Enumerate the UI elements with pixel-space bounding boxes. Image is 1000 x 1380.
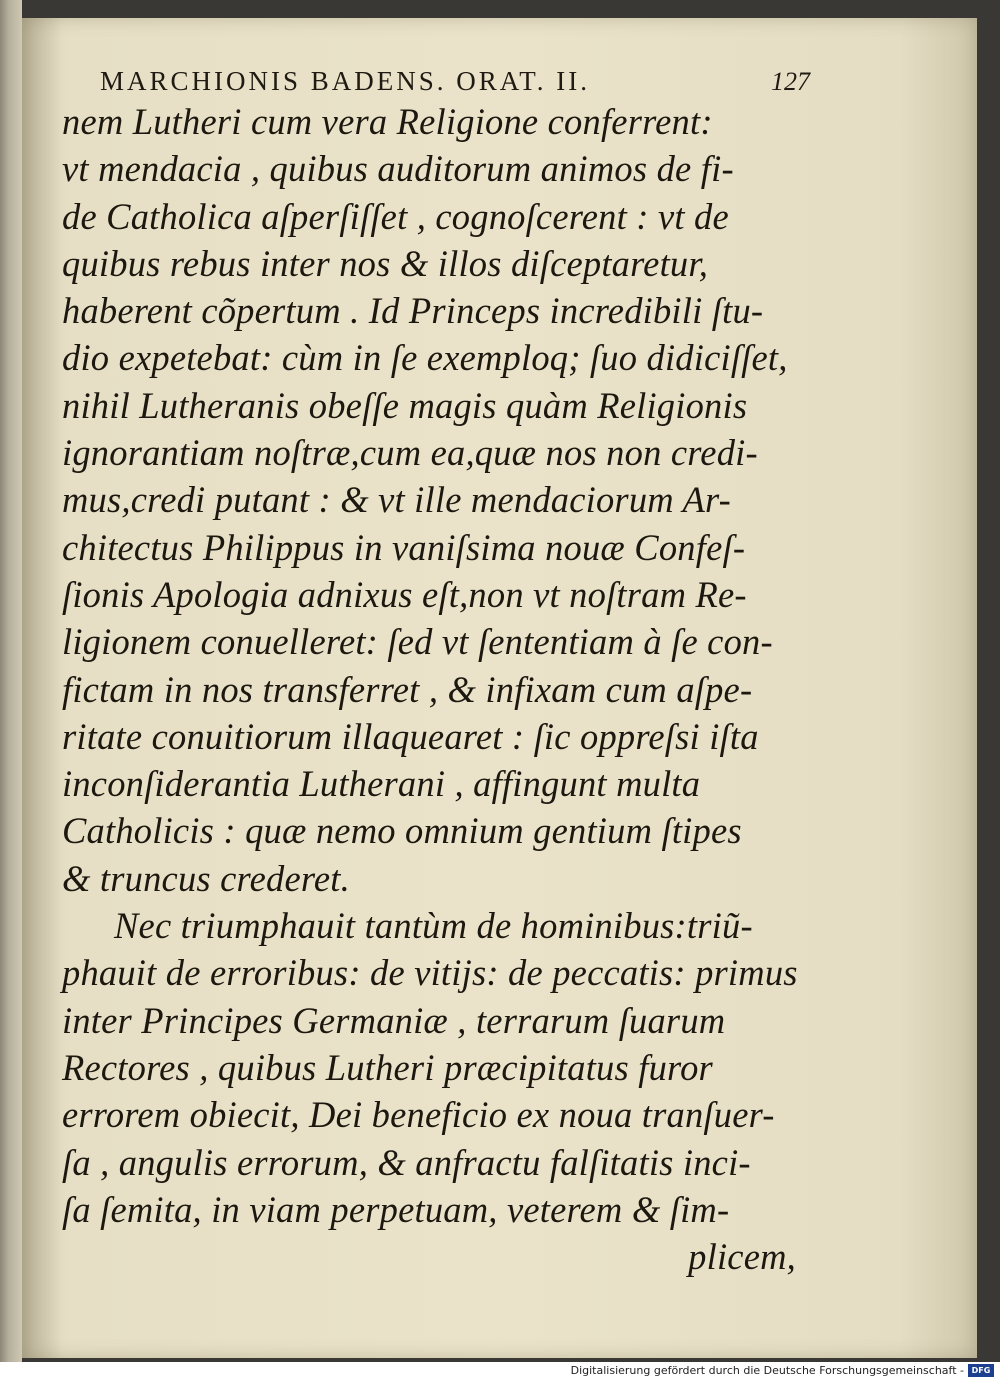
text-line: errorem obiecit, Dei beneficio ex noua tranſuer- [62,1094,775,1136]
text-block [62,98,822,1280]
text-line: ſa , angulis errorum, & anfractu falſitatis inci- [62,1141,751,1183]
catchword-line: plicem, [688,1236,796,1278]
text-line: fictam in nos transferret , & infixam cum aſpe- [62,668,753,710]
digitization-credit: Digitalisierung gefördert durch die Deutsche Forschungsgemeinschaft - [570,1364,964,1377]
text-line: de Catholica aſperſiſſet , cognoſcerent : vt de [62,195,729,237]
paragraph-start-line: Nec triumphauit tantùm de hominibus:triũ- [114,905,753,947]
text-line: & truncus crederet. [62,857,350,899]
text-line: dio expetebat: cùm in ſe exemploq; ſuo didiciſſet, [62,337,788,379]
text-line: nem Lutheri cum vera Religione conferrent: [62,101,713,142]
text-line: vt mendacia , quibus auditorum animos de fi- [62,148,734,190]
text-line: ignorantiam noſtræ,cum ea,quæ nos non credi- [62,432,758,474]
text-line: Catholicis : quæ nemo omnium gentium ſtipes [62,810,742,852]
text-line: ritate conuitiorum illaquearet : ſic oppreſsi iſta [62,715,759,757]
text-line: phauit de erroribus: de vitijs: de peccatis: primus [62,952,798,994]
text-line: mus,credi putant : & vt ille mendaciorum Ar- [62,479,732,521]
text-line: Rectores , quibus Lutheri præcipitatus furor [62,1046,713,1088]
text-line: inter Principes Germaniæ , terrarum ſuarum [62,999,726,1041]
text-line: nihil Lutheranis obeſſe magis quàm Religionis [62,384,748,426]
text-line: inconſiderantia Lutherani , affingunt multa [62,763,701,805]
binding-edge [0,0,22,1362]
dfg-logo: DFG [968,1364,994,1377]
text-line: chitectus Philippus in vaniſsima nouæ Confeſ- [62,526,746,568]
running-head-title: MARCHIONIS BADENS. ORAT. II. [100,66,591,96]
text-line: ſa ſemita, in viam perpetuam, veterem & ſim- [62,1188,730,1230]
page-gutter-shade [22,18,62,1358]
book-page [22,18,977,1358]
text-line: ligionem conuelleret: ſed vt ſententiam à ſe con- [62,621,773,663]
text-line: ſionis Apologia adnixus eſt,non vt noſtram Re- [62,573,747,615]
page-number: 127 [771,67,810,96]
text-line: haberent cõpertum . Id Princeps incredibili ſtu- [62,290,764,332]
text-line: quibus rebus inter nos & illos diſceptaretur, [62,242,709,284]
